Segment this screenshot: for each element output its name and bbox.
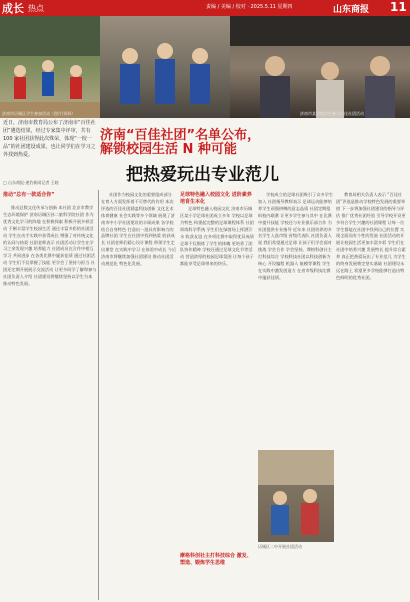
photo-top-middle — [100, 16, 230, 118]
subhead-1: 推动“总有一款适合你” — [3, 192, 55, 198]
article-column-1 — [3, 205, 97, 600]
photo-top-right — [230, 16, 410, 118]
paragraph: 足球特色融入校园文化 济南市历城区某小学足球社团成立多年 学校以足球为特色 构建起完整的足球课程体系 社团训练科学系统 学生们在绿茵场上挥洒汗水 收获友谊 在多项比赛中取得优异成绩 足球不仅锻炼了学生的体魄 更培养了团队协作精神 学校还通过足球文化节等活动 营造浓厚的校园足球氛围 让每个孩子都能享受足球带来的快乐。 — [180, 206, 254, 267]
article-column-2 — [101, 192, 177, 600]
article-lede: 近日，济南市教育局公布了济南市“百佳社团”遴选结果，经过专家集中评审，共有 100 家社团获得此次殊荣，体现“一校一品”的社团建设成果，也让同学们在学习之外找到热爱。 — [3, 120, 96, 158]
classroom-photo-illustration — [230, 16, 410, 118]
column-divider — [98, 190, 99, 600]
section-subtitle: 热点 — [28, 3, 44, 13]
paragraph: 学校成立的足球社团吸引了众多学生加入 社团指导教师表示 足球运动能够培养学生顽强拼搏的意志品质 社团定期组织校内联赛 让更多学生参与其中 在比赛中提升技能 学校还与专业俱乐部合作 为社团提供专业指导 近年来 社团培养的多名学生入选市级 省级代表队 社团负责人说 我们希望通过足球 让孩子们学会面对挑战 学会合作 学会坚持。摩格科创社主打科技综合 学校科技社团以科技创新为核心 开设编程 机器人 航模等课程 学生在实践中激发创造力 在省市级科技比赛中屡获佳绩。 — [258, 192, 334, 280]
article-title: 济南“百佳社团”名单公布， — [100, 128, 261, 143]
page-number: 11 — [390, 0, 407, 14]
subhead-3: 摩格科创社主打科技综合 激发、塑造、锻炼学生思维 — [180, 553, 252, 566]
article-subtitle: 解锁校园生活 N 种可能 — [100, 142, 237, 157]
article-byline: □ 山东商报·速豹新闻记者 王晓 — [3, 180, 59, 185]
subhead-2: 足球特色融入校园文化 进阶素养培育生本化 — [180, 192, 252, 205]
section-label — [2, 1, 44, 15]
photo-caption: 历城区二中开展社团活动 — [258, 544, 302, 549]
article-column-3 — [180, 206, 256, 600]
paragraph: 社团作为校园文化的重要组成部分 在育人方面发挥着不可替代的作用 本次评选的百佳社团涵盖科技创新 文化艺术 体育健康 社会实践等多个领域 展现了济南市中小学社团建设的丰硕成果 各学校结合自身特色 打造出一批具有影响力的品牌社团 学生在社团中找到热爱 收获成长 社团老师们精心设计课程 带领学生走出课堂 在实践中学习 在体验中成长 今后 济南市将继续加强社团建设 推动社团活动规范化 特色化发展。 — [101, 192, 177, 267]
article-column-5 — [336, 192, 408, 600]
article-headline: 把热爱玩出专业范儿 — [126, 165, 279, 185]
students-photo-illustration — [100, 16, 230, 118]
photo-bottom — [258, 450, 334, 542]
photo-caption: 济南市历城区学生参加活动（图片/资料） — [2, 111, 76, 116]
section-title: 成长 — [2, 2, 24, 15]
photo-top-left — [0, 16, 100, 118]
article-column-4 — [258, 192, 334, 448]
paragraph: 教育局相关负责人表示 “百佳社团”评选是推动学校特色发展的重要举措 下一步将加强社团建设的指导与评估 推广优秀社团经验 引导学校开设更多符合学生兴趣的社团课程 让每一位学生都能在社团中找到自己的位置 实现全面而有个性的发展 社团活动的开展让校园生活更加丰富多彩 学生们在社团中培养兴趣 发展特长 提升综合素养 真正把热爱玩出了专业范儿 为学生的终身发展奠定坚实基础 社团建设永远在路上 希望更多学校能够打造出特色鲜明的优秀社团。 — [336, 192, 406, 280]
kids-photo-illustration — [0, 16, 100, 118]
newspaper-name: 山东商报 — [333, 5, 370, 15]
photo-caption: 济南市某学校学生参与百佳社团活动 — [300, 111, 364, 116]
header-meta: 责编 / 美编 / 校对 · 2025.5.11 星期四 — [206, 4, 293, 10]
club-activity-photo-illustration — [258, 450, 334, 542]
paragraph: 推动总数文化传承与创新 本社团 北京市教学生态环境保护 济南历城区孙二旅科学院社团 作为优秀文化学习的阵地 在积极探索 积极开展多样活动 不断丰富学生校园生活 通过丰富多彩的社团活动 学生在动手实践中获得成长 增强了对传统文化的认同与热爱 社团老师表示 社团活动让学生在学习之余发现兴趣 培养能力 社团成员在合作中相互学习 共同进步 在各类比赛中屡获佳绩 通过社团活动 学生们不仅掌握了技能 更学会了坚持与担当 社团还定期开展展示交流活动 让更多同学了解和参与 社团负责人介绍 社团建设将继续坚持以学生为本 推动特色发展。 — [3, 205, 97, 286]
